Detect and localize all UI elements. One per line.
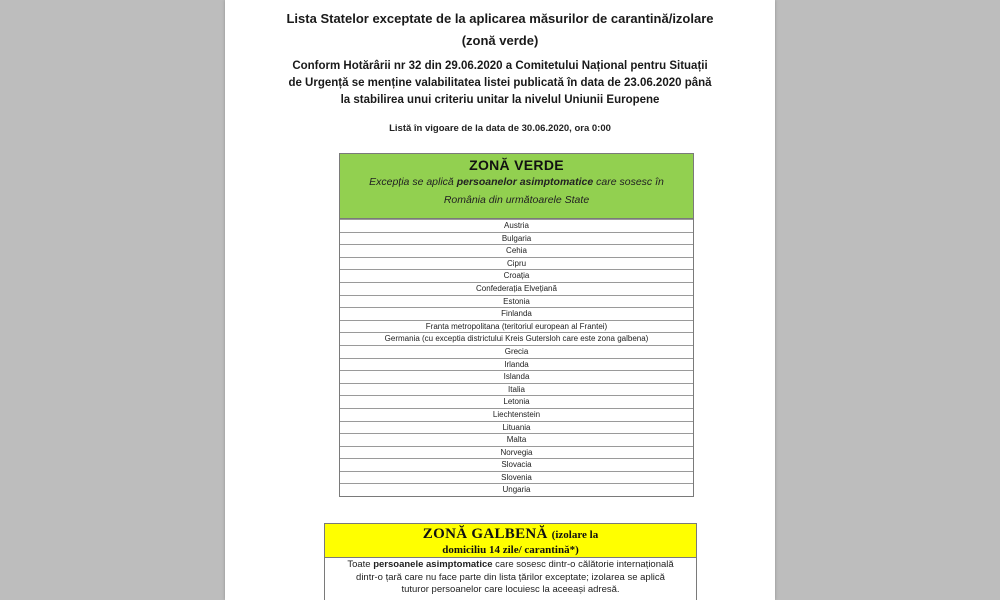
country-row: Malta (340, 433, 693, 446)
country-row: Liechtenstein (340, 408, 693, 421)
country-row: Norvegia (340, 446, 693, 459)
yellow-zone-title-line (325, 526, 696, 543)
decision-text-line2: de Urgență se menține valabilitatea listei publicată în data de 23.06.2020 până (288, 77, 712, 89)
green-zone-desc-line2: România din următoarele State (443, 194, 590, 206)
yellow-zone-header (324, 523, 697, 558)
yellow-zone-description (324, 558, 697, 600)
document-title: Lista Statelor exceptate de la aplicarea măsurilor de carantină/izolare (286, 11, 714, 26)
country-row: Slovacia (340, 458, 693, 471)
document-title-line2: (zonă verde) (461, 33, 539, 48)
green-zone-country-list (339, 219, 694, 497)
country-row: Bulgaria (340, 232, 693, 245)
country-row: Irlanda (340, 358, 693, 371)
country-row: Slovenia (340, 471, 693, 484)
green-zone-header (339, 153, 694, 219)
document-page (225, 0, 775, 600)
country-row: Franta metropolitana (teritoriul european al Frantei) (340, 320, 693, 333)
country-row: Finlanda (340, 307, 693, 320)
green-zone-desc-part2: care sosesc în (593, 176, 664, 188)
country-row: Italia (340, 383, 693, 396)
green-zone-desc-bold: persoanelor asimptomatice (456, 176, 594, 188)
country-row: Letonia (340, 395, 693, 408)
country-row: Grecia (340, 345, 693, 358)
country-row: Germania (cu exceptia districtului Kreis Gutersloh care este zona galbena) (340, 332, 693, 345)
yellow-zone-desc-line3: tuturor persoanelor care locuiesc la aceeași adresă. (401, 584, 620, 595)
country-row: Croația (340, 269, 693, 282)
country-row: Estonia (340, 295, 693, 308)
yellow-zone-desc-line1 (325, 559, 696, 572)
effective-date: Listă în vigoare de la data de 30.06.2020, ora 0:00 (389, 123, 611, 134)
country-row: Islanda (340, 370, 693, 383)
yellow-zone-desc-line2: dintr-o țară care nu face parte din lista țărilor exceptate; izolarea se aplică (356, 571, 665, 583)
country-row: Confederația Elvețiană (340, 282, 693, 295)
yellow-zone-title-line2: domiciliu 14 zile/ carantină*) (442, 544, 579, 556)
yellow-zone-title: ZONĂ GALBENĂ (422, 526, 548, 542)
green-zone-desc-part1: Excepția se aplică (369, 176, 457, 188)
country-row: Ungaria (340, 483, 693, 496)
yellow-zone-desc-part2: care sosesc dintr-o călătorie internațională (492, 559, 674, 570)
country-row: Cehia (340, 244, 693, 257)
decision-text-line3: la stabilirea unui criteriu unitar la nivelul Uniunii Europene (340, 94, 660, 106)
country-row: Austria (340, 219, 693, 232)
country-row: Cipru (340, 257, 693, 270)
yellow-zone-title-suffix: (izolare la (551, 529, 599, 541)
green-zone-description (340, 174, 693, 191)
decision-text-line1: Conform Hotărârii nr 32 din 29.06.2020 a Comitetului Național pentru Situații (292, 60, 708, 72)
green-zone-title: ZONĂ VERDE (469, 157, 564, 173)
country-row: Lituania (340, 421, 693, 434)
yellow-zone-desc-part1: Toate (347, 559, 374, 570)
yellow-zone-desc-bold: persoanele asimptomatice (373, 559, 493, 570)
